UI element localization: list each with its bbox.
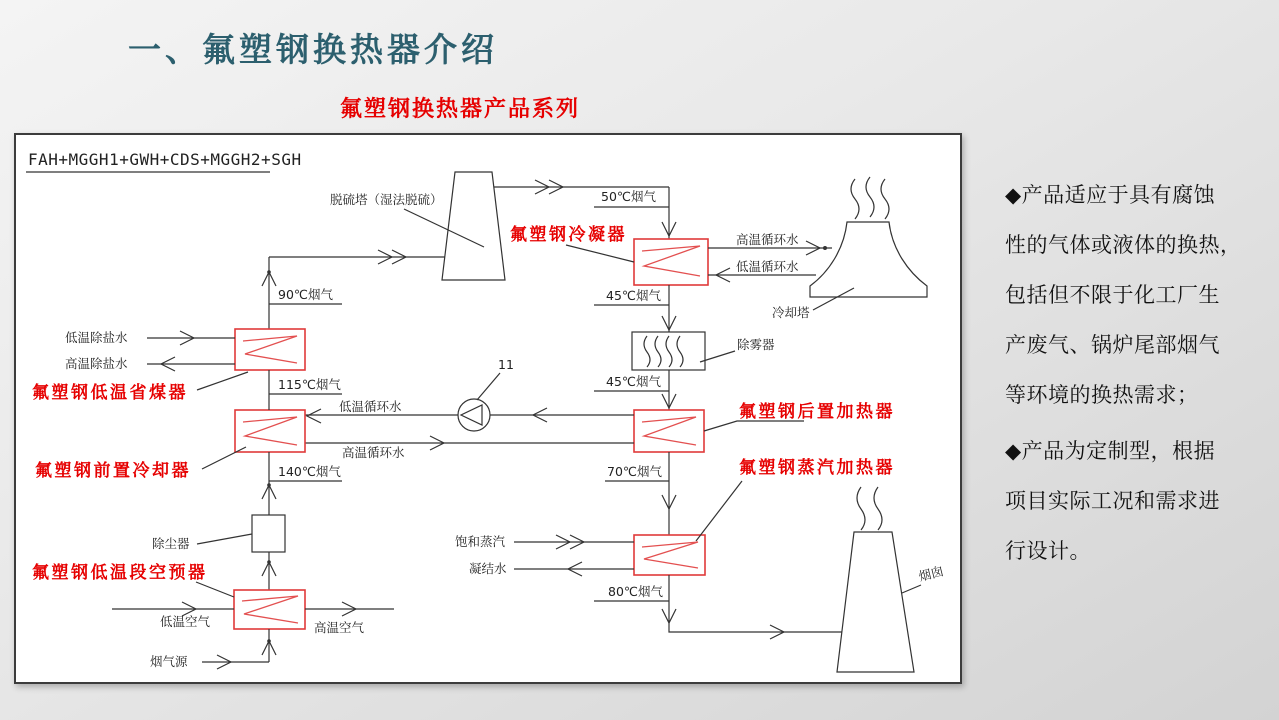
page-title: 一、氟塑钢换热器介绍 [128,30,498,69]
flue-gas-source [150,629,276,669]
circ-water-right [708,232,832,282]
demister-label: 除雾器 [737,337,775,352]
process-flow-svg [16,135,960,682]
flue-to-demister [594,285,676,332]
desc-line: 包括但不限于化工厂生 [1005,283,1220,307]
steam-heater-label: 氟塑钢蒸汽加热器 [739,458,895,478]
diagram-subtitle: 氟塑钢换热器产品系列 [340,97,581,122]
cooling-tower-label: 冷却塔 [772,305,810,320]
hot-air-label: 高温空气 [314,620,365,635]
condenser-label: 氟塑钢冷凝器 [510,225,627,245]
saturated-steam-label: 饱和蒸汽 [455,534,506,549]
desc-line: 性的气体或液体的换热， [1005,233,1242,257]
dust-collector-label: 除尘器 [152,536,190,551]
flue-gas-source-label: 烟气源 [150,654,188,669]
hot-circ-water-mid-label: 高温循环水 [342,445,405,460]
flue-50c-label: 50℃烟气 [601,189,656,204]
cold-circ-water-mid-label: 低温循环水 [339,399,402,414]
diagram-header [26,150,302,172]
pre-cooler-exchanger [35,410,305,481]
flue-80c-label: 80℃烟气 [608,584,663,599]
flue-90c-label: 90℃烟气 [278,287,333,302]
flue-line-left-riser [262,250,445,329]
flue-to-post-heater [594,370,676,410]
hot-circ-water-right-label: 高温循环水 [736,232,799,247]
condensate-water-label: 凝结水 [469,561,507,576]
cold-air-label: 低温空气 [160,614,211,629]
desc-line: 产废气、锅炉尾部烟气 [1005,333,1220,357]
desc-line: ◆产品为定制型，根据 [1005,439,1216,463]
desulfurization-tower [330,172,505,280]
condenser-exchanger [510,224,708,285]
flue-70-section [605,452,676,535]
flue-140c-label: 140℃烟气 [278,464,341,479]
economizer-exchanger [32,329,342,410]
chimney [837,487,945,672]
flue-45c-upper-label: 45℃烟气 [606,288,661,303]
flue-140-section [262,452,342,515]
desulfurization-tower-label: 脱硫塔（湿法脱硫） [330,192,443,207]
post-heater-label: 氟塑钢后置加热器 [739,402,895,422]
flue-70c-label: 70℃烟气 [607,464,662,479]
flue-45c-lower-label: 45℃烟气 [606,374,661,389]
chimney-label: 烟囱 [917,563,945,584]
process-flow-diagram [14,133,962,684]
desc-line: 行设计。 [1005,539,1091,563]
air-preheater-exchanger [32,562,394,635]
pre-cooler-label: 氟塑钢前置冷却器 [35,461,191,481]
demister [632,332,775,370]
product-description-panel [1005,170,1265,576]
desc-line: 项目实际工况和需求进 [1005,489,1220,513]
flue-80-to-chimney [594,575,842,639]
cold-demin-water-label: 低温除盐水 [65,330,128,345]
system-code-label: FAH+MGGH1+GWH+CDS+MGGH2+SGH [28,150,302,169]
air-preheater-label: 氟塑钢低温段空预器 [32,563,208,583]
circ-water-mid [305,357,634,460]
desc-line: ◆产品适应于具有腐蚀 [1005,183,1216,207]
cold-circ-water-right-label: 低温循环水 [736,259,799,274]
flue-115c-label: 115℃烟气 [278,377,341,392]
post-heater-exchanger [634,401,895,452]
desc-line: 等环境的换热需求； [1005,383,1199,407]
steam-heater-exchanger [455,457,895,576]
pump-tag-label: 11 [498,357,514,372]
hot-demin-water-label: 高温除盐水 [65,356,128,371]
economizer-label: 氟塑钢低温省煤器 [32,383,188,403]
